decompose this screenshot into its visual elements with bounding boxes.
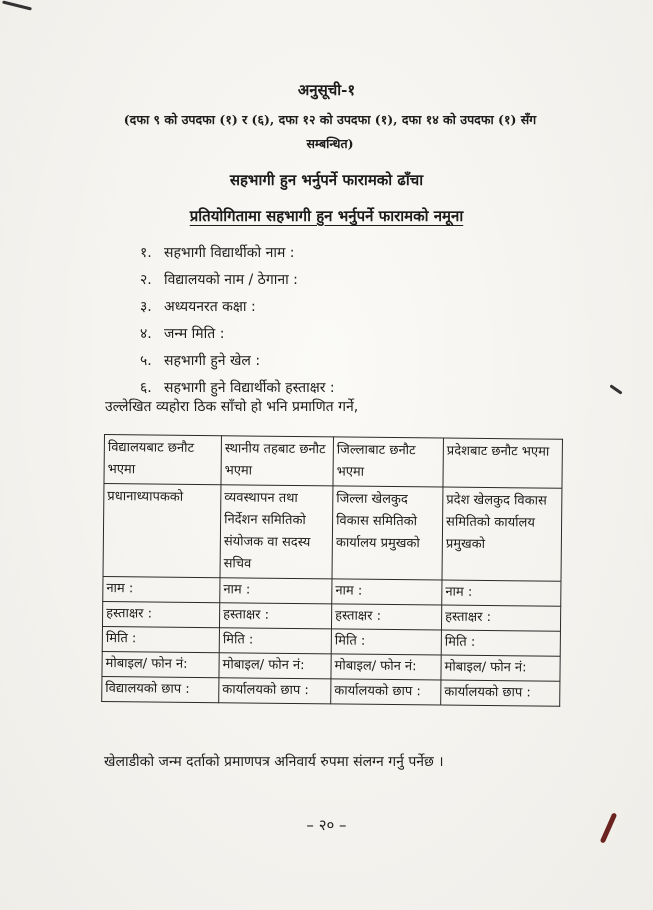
stamp-cell: कार्यालयको छाप : — [219, 678, 331, 704]
authority-cell: व्यवस्थापन तथा निर्देशन समितिको संयोजक वा सदस्य सचिव — [220, 485, 333, 579]
signature-cell: हस्ताक्षर : — [102, 601, 219, 627]
field-label: सहभागी विद्यार्थीको नाम : — [164, 245, 295, 261]
signature-table — [101, 434, 563, 707]
form-subheading: प्रतियोगितामा सहभागी हुन भर्नुपर्ने फारामको नमूना — [189, 207, 464, 225]
table-row — [102, 676, 560, 706]
authority-cell: प्रदेश खेलकुद विकास समितिको कार्यालय प्रमुखको — [442, 487, 562, 581]
stamp-cell: विद्यालयको छाप : — [102, 676, 219, 702]
schedule-title: अनुसूची-१ — [297, 81, 356, 99]
field-label: अध्ययनरत कक्षा : — [164, 299, 256, 315]
signature-cell: हस्ताक्षर : — [219, 603, 331, 629]
form-field: १. सहभागी विद्यार्थीको नाम : — [140, 245, 295, 261]
name-cell: नाम : — [220, 578, 332, 604]
table-row — [103, 484, 562, 582]
header-school: विद्यालयबाट छनौट भएमा — [104, 435, 222, 485]
phone-cell: मोबाइल/ फोन नं: — [441, 655, 560, 681]
field-label: विद्यालयको नाम / ठेगाना : — [164, 272, 298, 288]
authority-cell: प्रधानाध्यापकको — [103, 484, 221, 578]
header-province: प्रदेशबाट छनौट भएमा — [443, 438, 563, 488]
date-cell: मिति : — [441, 630, 560, 656]
stamp-cell: कार्यालयको छाप : — [441, 680, 560, 706]
header-district: जिल्लाबाट छनौट भएमा — [333, 437, 444, 487]
form-field: ४. जन्म मिति : — [140, 326, 225, 342]
field-label: सहभागी हुने खेल : — [164, 353, 261, 369]
field-label: सहभागी हुने विद्यार्थीको हस्ताक्षर : — [164, 380, 335, 396]
certification-text: उल्लेखित व्यहोरा ठिक साँचो हो भनि प्रमाणित गर्ने, — [105, 399, 359, 415]
name-cell: नाम : — [442, 580, 561, 606]
pen-stroke-mark — [2, 0, 32, 10]
signature-cell: हस्ताक्षर : — [441, 605, 560, 631]
signature-cell: हस्ताक्षर : — [331, 604, 441, 630]
form-field: ३. अध्ययनरत कक्षा : — [140, 299, 256, 315]
name-cell: नाम : — [103, 576, 220, 602]
form-field: ५. सहभागी हुने खेल : — [140, 353, 261, 369]
phone-cell: मोबाइल/ फोन नं: — [219, 653, 331, 679]
form-heading: सहभागी हुन भर्नुपर्ने फारामको ढाँचा — [229, 171, 424, 189]
stamp-cell: कार्यालयको छाप : — [331, 679, 441, 705]
date-cell: मिति : — [331, 629, 441, 655]
form-field: २. विद्यालयको नाम / ठेगाना : — [140, 272, 298, 288]
legal-reference: (दफा ९ को उपदफा (१) र (६), दफा १२ को उपदफा (१), दफा १४ को उपदफा (१) सँग सम्बन्धित) — [123, 112, 537, 151]
name-cell: नाम : — [332, 579, 442, 605]
authority-cell: जिल्ला खेलकुद विकास समितिको कार्यालय प्रमुखको — [332, 486, 443, 580]
phone-cell: मोबाइल/ फोन नं: — [331, 654, 441, 680]
page-number: – २० – — [306, 816, 347, 834]
form-field: ६. सहभागी हुने विद्यार्थीको हस्ताक्षर : — [140, 380, 335, 396]
form-field-list — [140, 240, 335, 402]
field-label: जन्म मिति : — [164, 326, 225, 342]
tick-mark — [609, 384, 622, 394]
footnote: खेलाडीको जन्म दर्ताको प्रमाणपत्र अनिवार्य रुपमा संलग्न गर्नु पर्नेछ । — [104, 754, 444, 770]
phone-cell: मोबाइल/ फोन नं: — [102, 651, 219, 677]
date-cell: मिति : — [219, 628, 331, 654]
table-row — [104, 435, 562, 489]
header-local: स्थानीय तहबाट छनौट भएमा — [221, 436, 334, 486]
date-cell: मिति : — [102, 626, 219, 652]
